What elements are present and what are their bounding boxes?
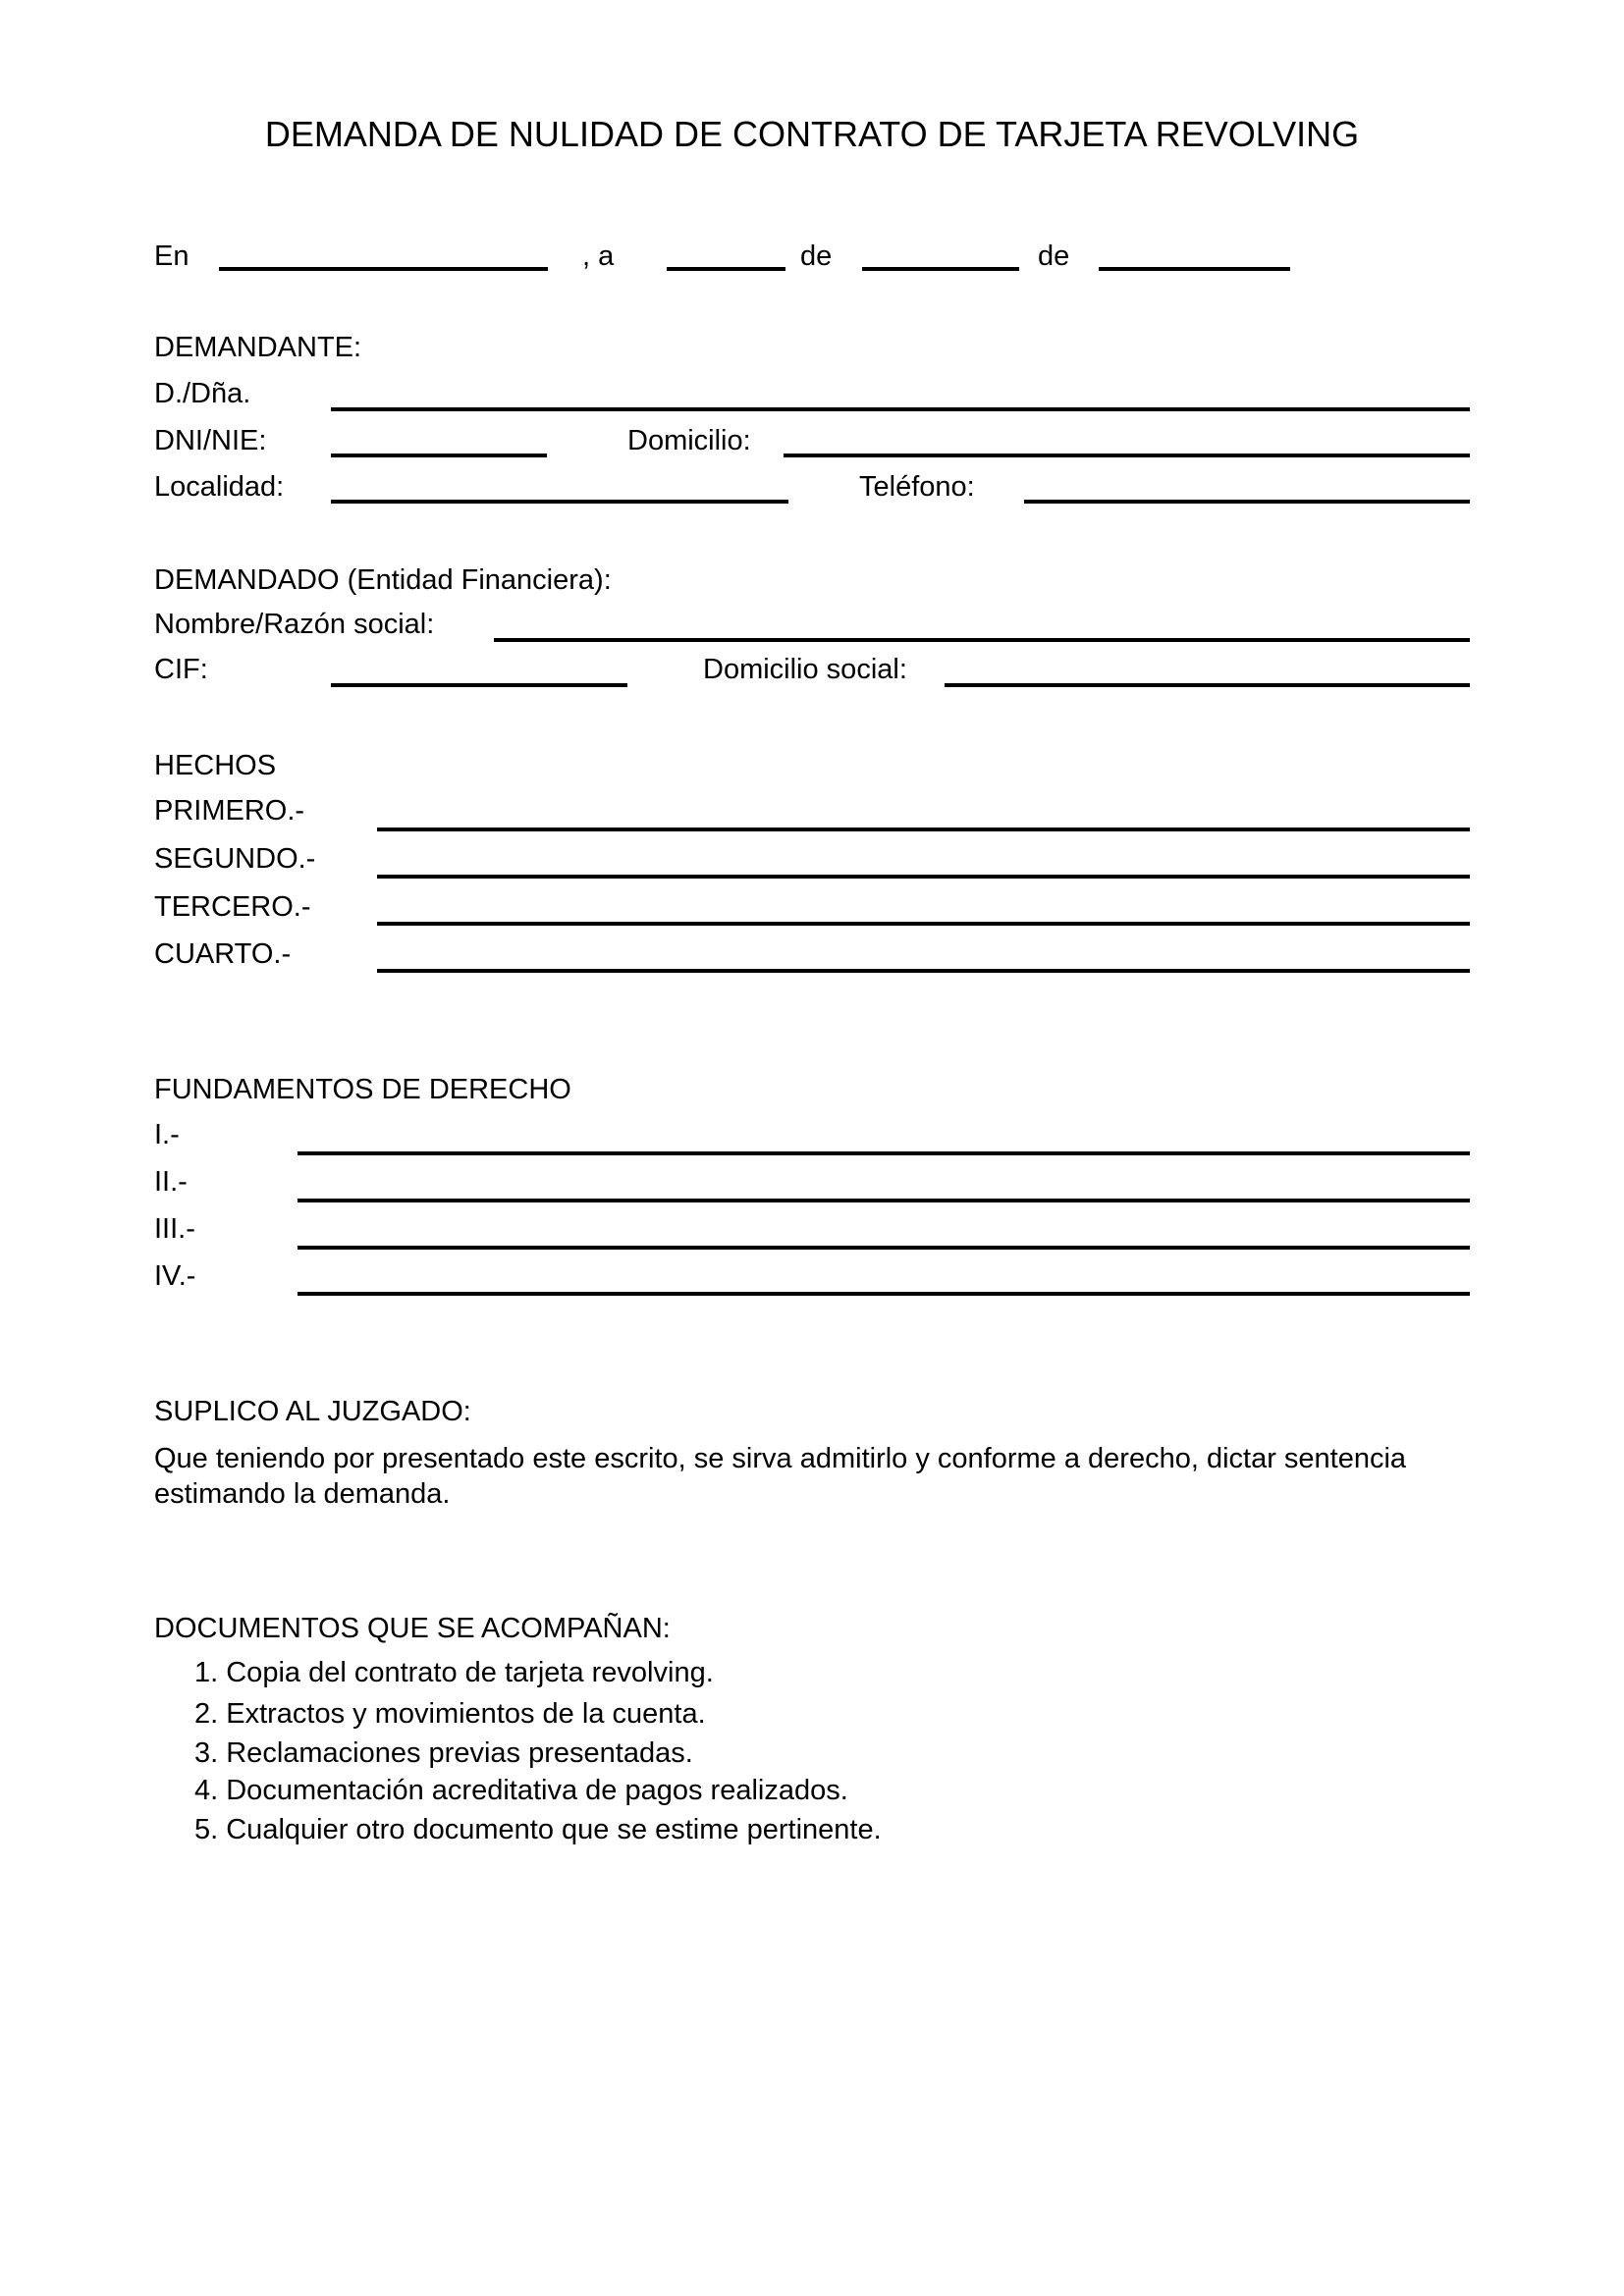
date-day-blank[interactable] (667, 267, 785, 271)
fundamento-label-ii: II.- (154, 1166, 188, 1198)
documentos-heading: DOCUMENTOS QUE SE ACOMPAÑAN: (154, 1613, 671, 1644)
hecho-label-cuarto: CUARTO.- (154, 938, 292, 970)
date-separator-de-2: de (1038, 240, 1070, 272)
date-city-blank[interactable] (219, 267, 548, 271)
date-year-blank[interactable] (1099, 267, 1290, 271)
domicilio-social-blank[interactable] (945, 683, 1470, 687)
documentos-item-5: 5. Cualquier otro documento que se estime pertinente. (194, 1814, 882, 1845)
fundamento-blank-iv[interactable] (298, 1292, 1470, 1296)
suplico-body-line1: Que teniendo por presentado este escrito, se sirva admitirlo y conforme a derecho, dictar sentencia (154, 1443, 1407, 1474)
demandado-heading: DEMANDADO (Entidad Financiera): (154, 564, 612, 596)
localidad-label: Localidad: (154, 471, 285, 503)
fundamento-blank-ii[interactable] (298, 1199, 1470, 1202)
date-separator-de-1: de (800, 240, 833, 272)
demandante-heading: DEMANDANTE: (154, 332, 362, 363)
nombre-razon-blank[interactable] (494, 638, 1470, 642)
domicilio-label: Domicilio: (627, 425, 751, 456)
fundamentos-heading: FUNDAMENTOS DE DERECHO (154, 1074, 571, 1105)
fundamento-label-iii: III.- (154, 1213, 195, 1245)
hecho-label-tercero: TERCERO.- (154, 891, 311, 923)
domicilio-social-label: Domicilio social: (703, 654, 907, 685)
domicilio-blank[interactable] (784, 454, 1470, 457)
telefono-label: Teléfono: (859, 471, 975, 503)
fundamento-blank-i[interactable] (298, 1151, 1470, 1155)
document-title: DEMANDA DE NULIDAD DE CONTRATO DE TARJETA REVOLVING (264, 114, 1360, 154)
hecho-label-primero: PRIMERO.- (154, 795, 305, 827)
fundamento-blank-iii[interactable] (298, 1246, 1470, 1250)
telefono-blank[interactable] (1024, 500, 1470, 504)
dni-blank[interactable] (331, 454, 547, 457)
documentos-item-2: 2. Extractos y movimientos de la cuenta. (194, 1698, 706, 1730)
hecho-label-segundo: SEGUNDO.- (154, 843, 316, 875)
hechos-heading: HECHOS (154, 750, 277, 781)
documentos-item-1: 1. Copia del contrato de tarjeta revolving. (194, 1657, 714, 1688)
name-label: D./Dña. (154, 378, 251, 409)
hecho-blank-segundo[interactable] (377, 875, 1470, 879)
documentos-item-3: 3. Reclamaciones previas presentadas. (194, 1737, 693, 1769)
cif-blank[interactable] (331, 683, 627, 687)
suplico-body-line2: estimando la demanda. (154, 1478, 451, 1510)
documentos-item-4: 4. Documentación acreditativa de pagos realizados. (194, 1775, 848, 1806)
cif-label: CIF: (154, 654, 208, 685)
dni-label: DNI/NIE: (154, 425, 267, 456)
nombre-razon-label: Nombre/Razón social: (154, 609, 435, 640)
date-separator-a: , a (582, 240, 615, 272)
localidad-blank[interactable] (331, 500, 788, 504)
hecho-blank-primero[interactable] (377, 828, 1470, 831)
hecho-blank-tercero[interactable] (377, 922, 1470, 926)
date-month-blank[interactable] (862, 267, 1019, 271)
hecho-blank-cuarto[interactable] (377, 969, 1470, 973)
suplico-body (154, 1441, 1450, 1512)
date-prefix: En (154, 240, 189, 272)
suplico-heading: SUPLICO AL JUZGADO: (154, 1396, 471, 1427)
name-blank[interactable] (331, 407, 1470, 411)
fundamento-label-iv: IV.- (154, 1260, 196, 1292)
fundamento-label-i: I.- (154, 1119, 180, 1150)
